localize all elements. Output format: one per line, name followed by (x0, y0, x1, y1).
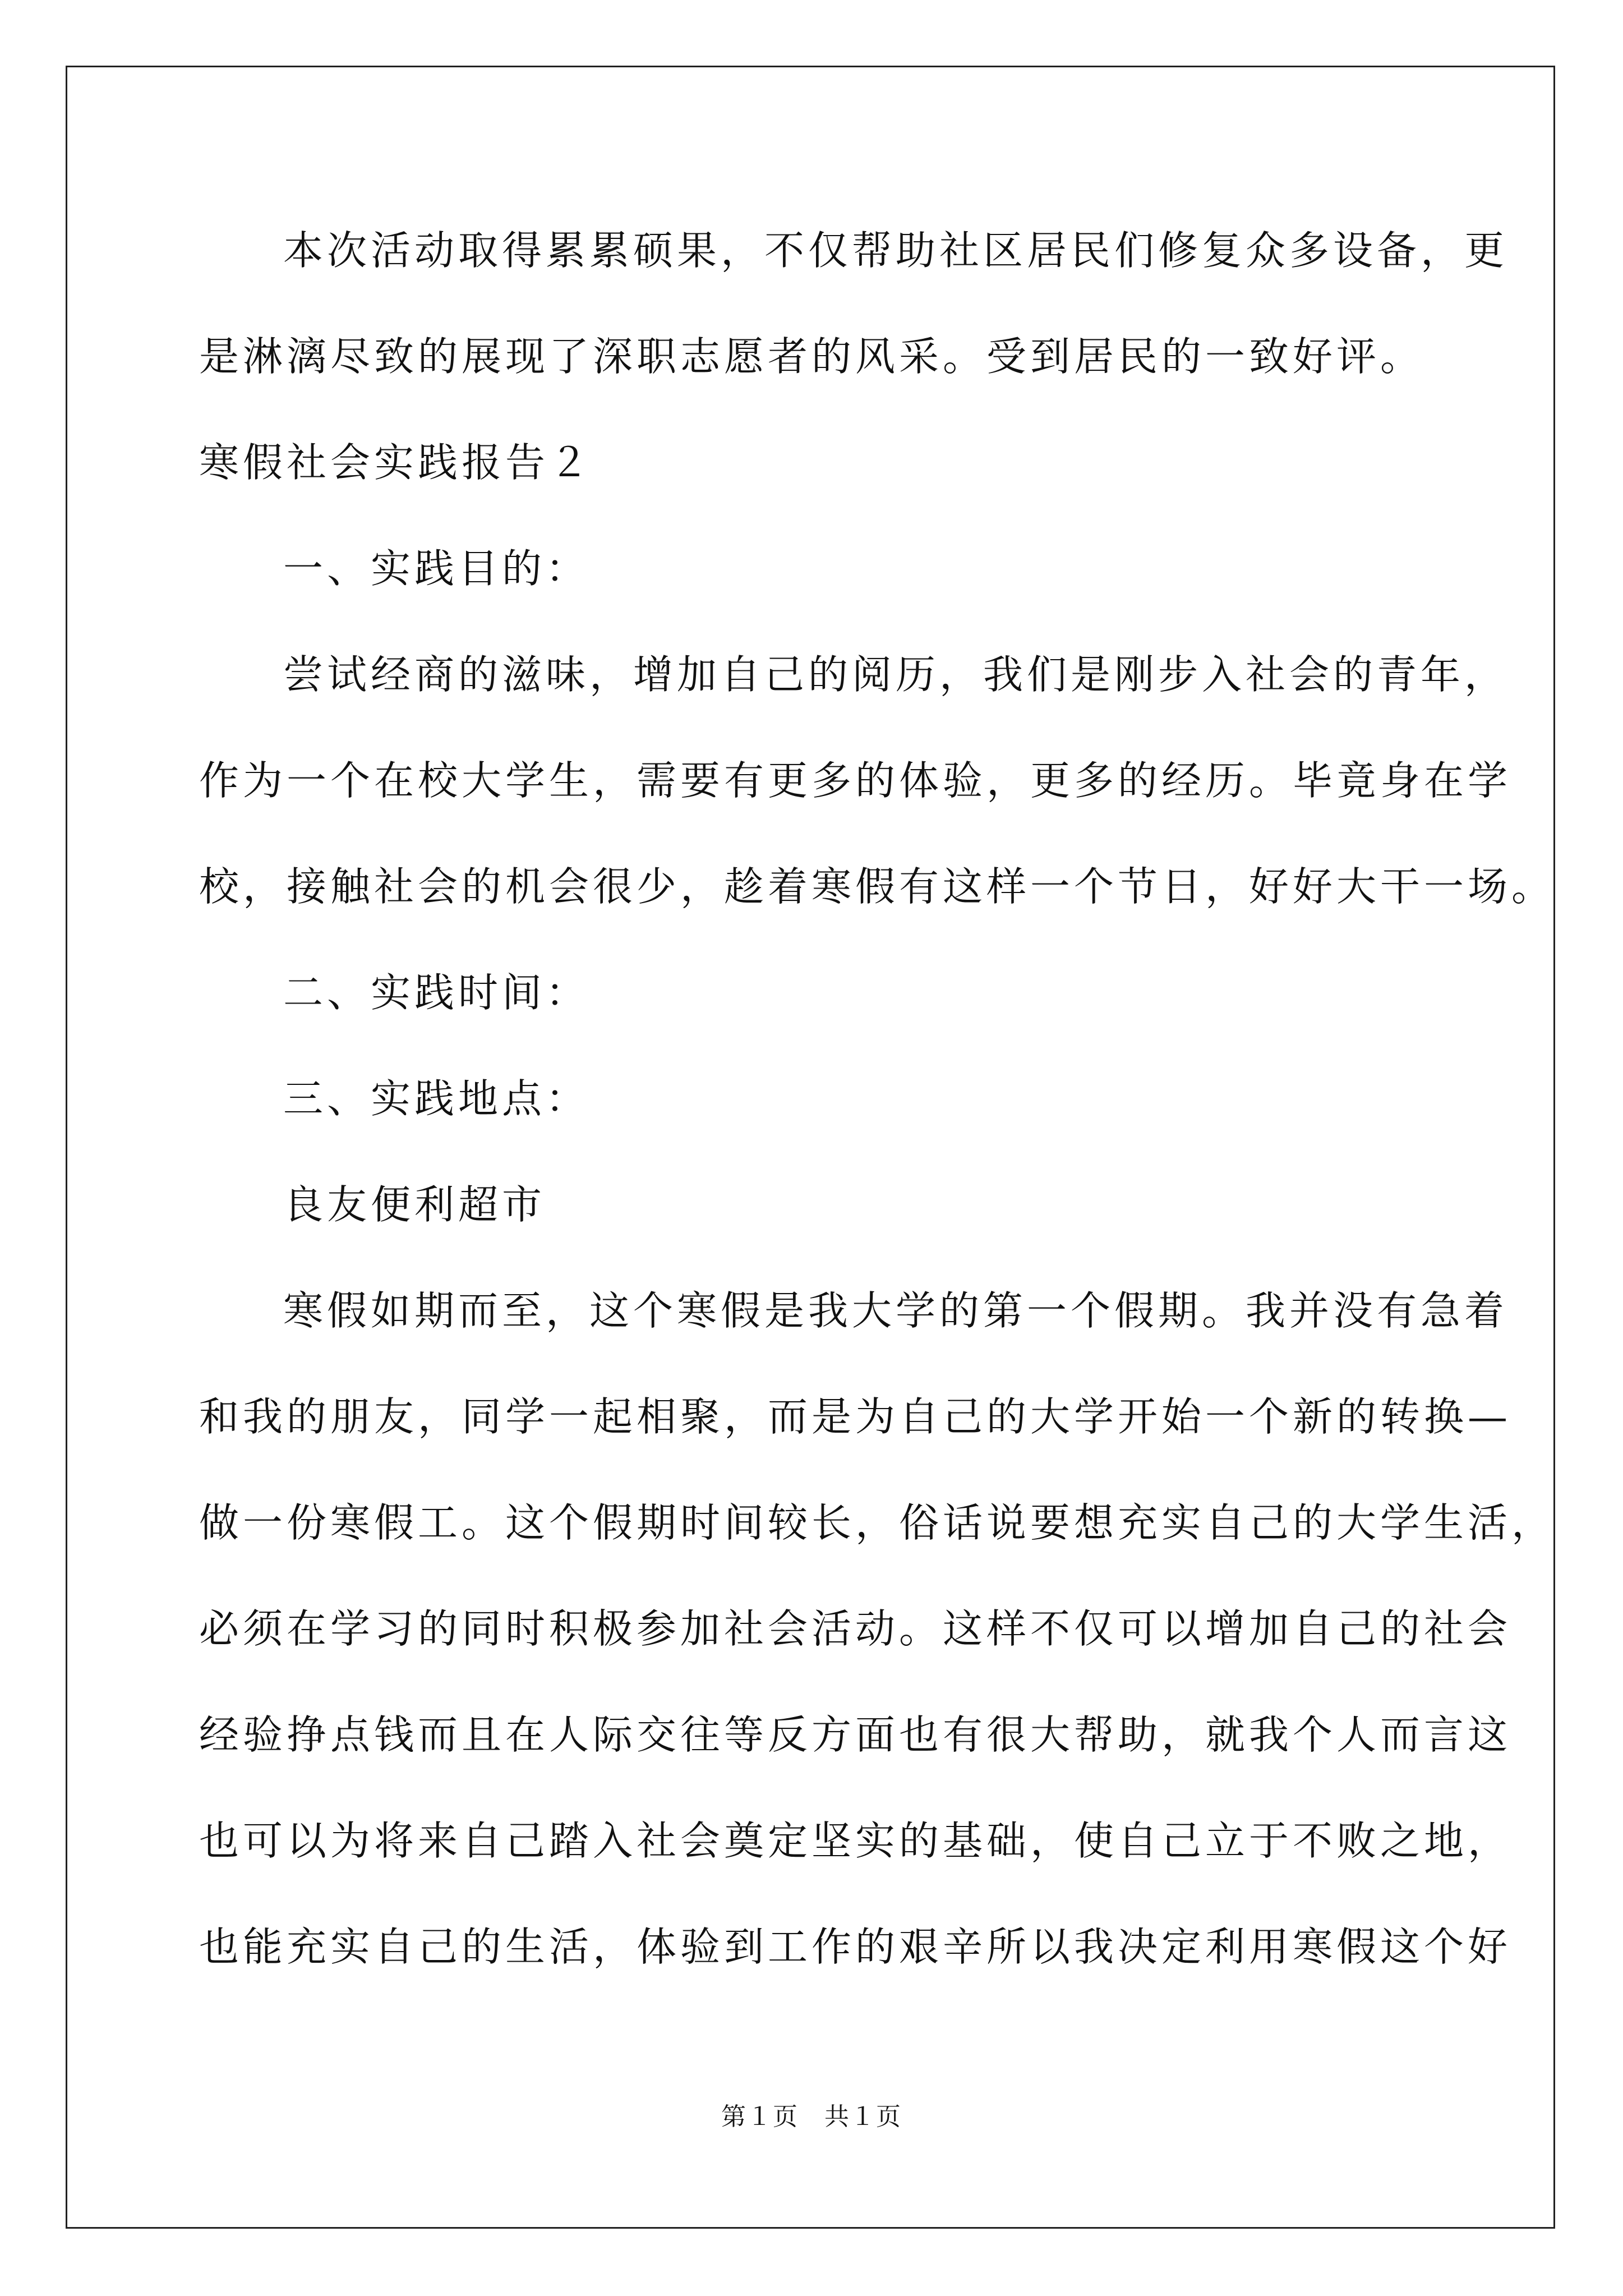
subheading-time: 二、实践时间： (283, 969, 590, 1016)
paragraph-3-line-6: 也可以为将来自己踏入社会奠定坚实的基础，使自己立于不败之地， (199, 1818, 1512, 1864)
page-footer: 第１页 共１页 (721, 2102, 902, 2131)
paragraph-2-line-1: 尝试经商的滋味，增加自己的阅历，我们是刚步入社会的青年， (283, 651, 1509, 698)
paragraph-3-line-2: 和我的朋友，同学一起相聚，而是为自己的大学开始一个新的转换— (199, 1393, 1512, 1440)
page-border (66, 66, 1555, 2229)
paragraph-3-line-4: 必须在学习的同时积极参加社会活动。这样不仅可以增加自己的社会 (199, 1605, 1512, 1652)
subheading-location: 三、实践地点： (283, 1075, 590, 1122)
paragraph-3-line-7: 也能充实自己的生活，体验到工作的艰辛所以我决定利用寒假这个好 (199, 1924, 1512, 1970)
section-heading: 寒假社会实践报告２ (199, 439, 593, 486)
location-name: 良友便利超市 (283, 1181, 546, 1228)
paragraph-3-line-3: 做一份寒假工。这个假期时间较长，俗话说要想充实自己的大学生活， (199, 1499, 1556, 1546)
paragraph-3-line-1: 寒假如期而至，这个寒假是我大学的第一个假期。我并没有急着 (283, 1287, 1509, 1334)
paragraph-1-line-2: 是淋漓尽致的展现了深职志愿者的风采。受到居民的一致好评。 (199, 333, 1424, 380)
subheading-purpose: 一、实践目的： (283, 545, 590, 592)
paragraph-2-line-2: 作为一个在校大学生，需要有更多的体验，更多的经历。毕竟身在学 (199, 757, 1512, 804)
paragraph-1-line-1: 本次活动取得累累硕果，不仅帮助社区居民们修复众多设备，更 (283, 227, 1509, 274)
paragraph-2-line-3: 校，接触社会的机会很少，趁着寒假有这样一个节日，好好大干一场。 (199, 863, 1556, 910)
paragraph-3-line-5: 经验挣点钱而且在人际交往等反方面也有很大帮助，就我个人而言这 (199, 1711, 1512, 1758)
